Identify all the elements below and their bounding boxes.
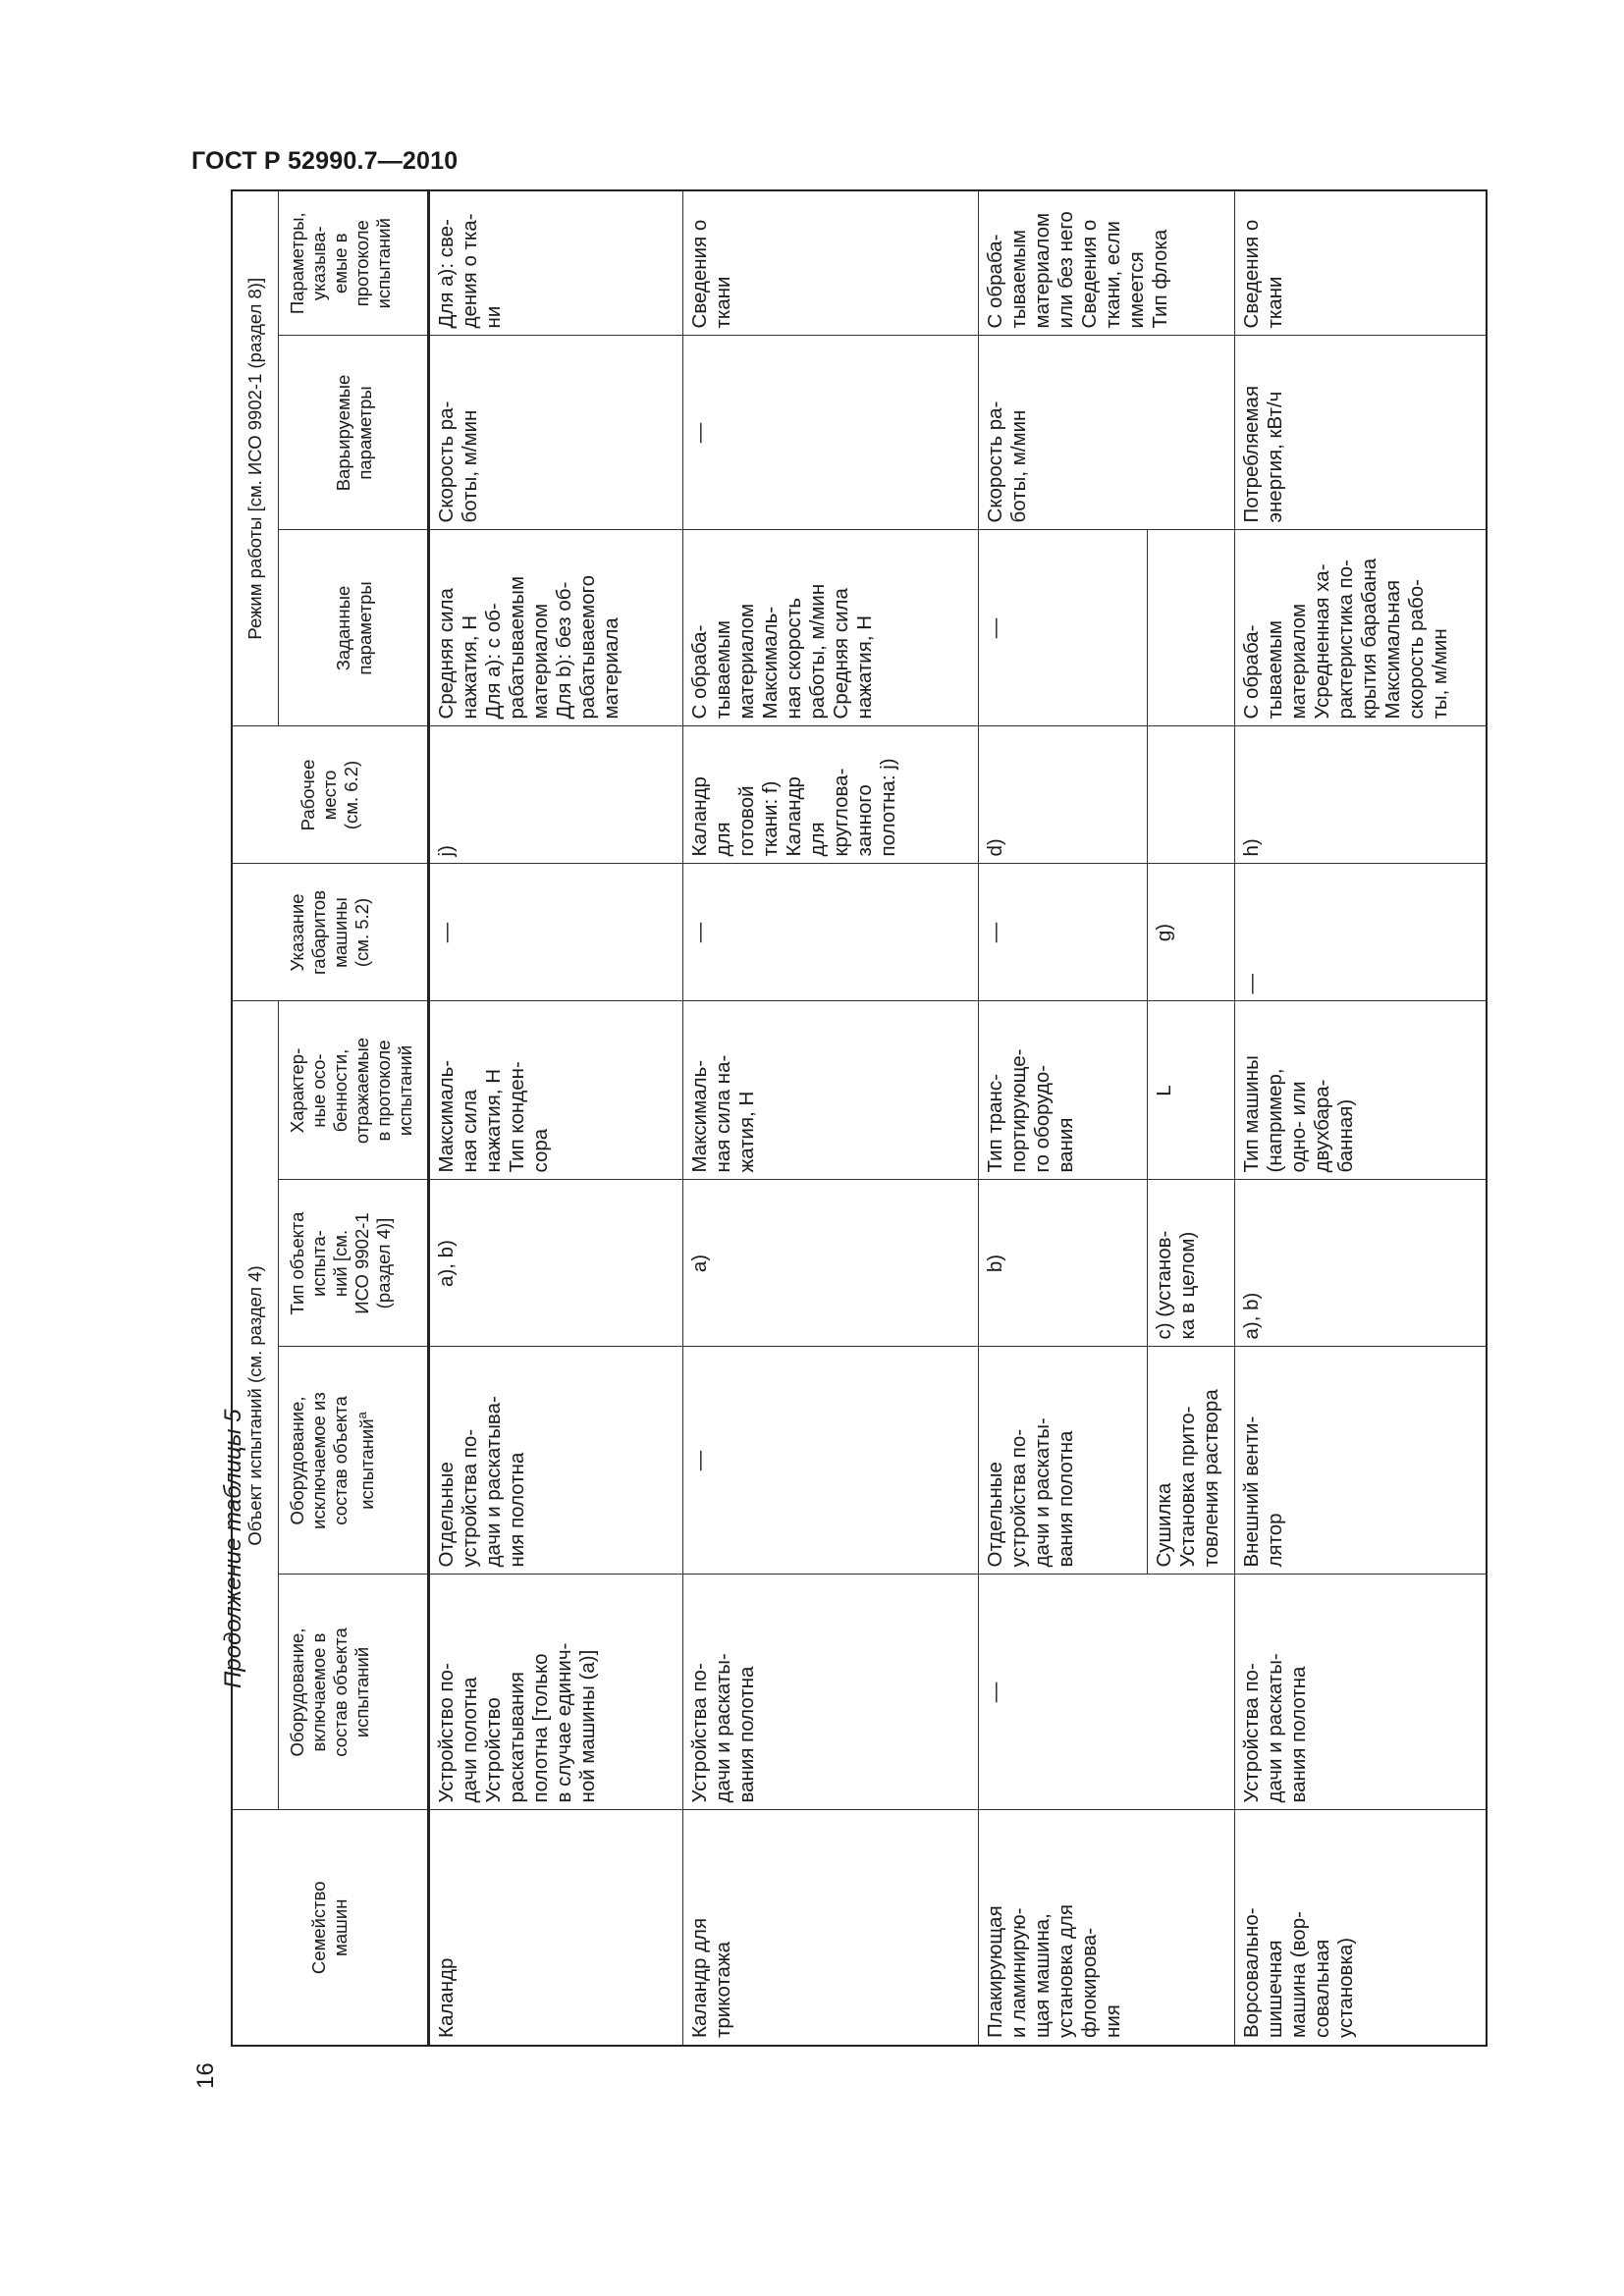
cell-line: материалом — [1287, 603, 1311, 720]
cell-workplace-empty — [1148, 726, 1235, 864]
cell-line: Каландр для — [687, 1917, 711, 2038]
cell-line: Устройства по- — [1240, 1663, 1264, 1803]
cell-line: Сушилка — [1153, 1482, 1176, 1568]
cell-line: или без него — [1055, 211, 1078, 329]
cell-line: раскатывания — [506, 1672, 529, 1803]
cell-line: С обраба- — [1240, 624, 1264, 720]
cell-line: вания полотна — [1055, 1430, 1078, 1568]
cell-line: ная сила — [459, 1089, 482, 1173]
header-report-params — [279, 190, 429, 336]
cell-line: протоколе — [352, 220, 373, 307]
cell-line: для — [711, 822, 734, 857]
table-container — [231, 211, 1488, 2047]
cell-line: С обраба- — [687, 624, 711, 720]
cell-line: Оборудование, — [287, 1396, 308, 1525]
cell-line: — — [687, 422, 711, 444]
cell-dimensions — [979, 864, 1148, 1001]
cell-line: материалом — [1031, 212, 1055, 329]
cell-line: готовой — [734, 785, 758, 857]
cell-line: c) (установ- — [1153, 1230, 1176, 1340]
cell-line: сора — [529, 1128, 553, 1173]
cell-line: флокирова- — [1078, 1927, 1102, 2038]
cell-line: нажатия, Н — [459, 614, 482, 720]
table-caption: Продолжение таблицы 5 — [220, 1409, 246, 1688]
cell-line: a), b) — [435, 1240, 459, 1287]
cell-line: испытаний — [395, 1044, 416, 1137]
cell-line: нажатия, Н — [482, 1068, 506, 1173]
cell-line: Отдельные — [984, 1462, 1007, 1568]
cell-line: Скорость ра- — [984, 400, 1007, 523]
cell-report-params — [429, 190, 682, 336]
cell-line: вания полотна — [734, 1666, 758, 1803]
cell-line: устройства по- — [1007, 1428, 1031, 1568]
cell-line: Внешний венти- — [1240, 1415, 1264, 1568]
cell-set-params — [429, 530, 682, 726]
page-number: 16 — [192, 2062, 219, 2089]
cell-line: Усредненная ха- — [1311, 563, 1334, 720]
header-set-params — [279, 530, 429, 726]
cell-line: Для a): с об- — [482, 603, 506, 720]
cell-object-type — [1148, 1180, 1235, 1347]
cell-line: Максималь- — [758, 606, 782, 720]
cell-line: емые в — [330, 233, 352, 294]
table-row — [979, 190, 1148, 2046]
footnote-marker: a — [354, 1412, 370, 1419]
cell-features — [979, 1001, 1148, 1180]
cell-line: испытаний$^a$ — [354, 1412, 378, 1510]
cell-line: — — [1240, 973, 1264, 994]
cell-line: Сведения о — [1240, 219, 1264, 329]
cell-included — [429, 1575, 682, 1810]
cell-line: Заданные — [333, 585, 354, 671]
cell-family — [429, 1810, 682, 2046]
cell-set-params-empty — [1148, 530, 1235, 726]
cell-line: ная скорость — [782, 597, 805, 720]
cell-line: боты, м/мин — [459, 409, 482, 523]
cell-excluded — [979, 1347, 1148, 1575]
cell-line: Тип транс- — [984, 1074, 1007, 1173]
cell-line: шишечная — [1264, 1940, 1287, 2038]
cell-line: ния — [1102, 2004, 1125, 2038]
cell-line: для — [805, 822, 829, 857]
cell-var-params — [1235, 336, 1487, 530]
cell-workplace — [1235, 726, 1487, 864]
cell-line: Потребляемая — [1240, 385, 1264, 523]
cell-line: дачи и раскаты- — [1264, 1653, 1287, 1803]
header-group-object: Объект испытаний (см. раздел 4) — [232, 1001, 279, 1810]
cell-line: бенности, — [330, 1048, 352, 1133]
cell-line: трикотажа — [711, 1941, 734, 2038]
cell-line: h) — [1240, 838, 1264, 857]
header-excluded — [279, 1347, 429, 1575]
cell-excluded — [1235, 1347, 1487, 1575]
cell-line: устройства по- — [459, 1428, 482, 1568]
cell-line: ткани — [711, 276, 734, 329]
cell-line: энергия, кВт/ч — [1264, 391, 1287, 523]
cell-line: рактеристика по- — [1334, 560, 1358, 720]
cell-line: (например, — [1264, 1068, 1287, 1173]
cell-line: габаритов — [308, 889, 330, 976]
cell-line: материала — [600, 617, 623, 720]
header-workplace — [232, 726, 429, 864]
table-row — [1235, 190, 1487, 2046]
cell-line: дачи и раскаты- — [711, 1653, 734, 1803]
cell-line: круглова- — [829, 768, 852, 857]
cell-line: товления раствора — [1200, 1389, 1223, 1568]
cell-line: d) — [984, 838, 1007, 857]
cell-line: вания — [1055, 1117, 1078, 1173]
cell-line: Сведения о — [687, 219, 711, 329]
cell-line: Сведения о — [1078, 219, 1102, 329]
cell-set-params — [979, 530, 1148, 726]
cell-var-params — [979, 336, 1235, 530]
cell-var-params — [429, 336, 682, 530]
header-object-type — [279, 1180, 429, 1347]
cell-line: боты, м/мин — [1007, 409, 1031, 523]
cell-set-params — [1235, 530, 1487, 726]
document-header: ГОСТ Р 52990.7—2010 — [191, 147, 459, 175]
cell-line: машин — [330, 1898, 352, 1956]
cell-line: и ламинирую- — [1007, 1907, 1031, 2038]
cell-line: Плакирующая — [984, 1905, 1007, 2038]
cell-line: Указание — [287, 893, 308, 972]
cell-line: Характер- — [287, 1047, 308, 1134]
cell-object-type — [1235, 1180, 1487, 1347]
cell-excluded — [682, 1347, 979, 1575]
cell-family — [979, 1810, 1235, 2046]
cell-line: ткани: f) — [758, 780, 782, 857]
cell-line: машины — [330, 897, 352, 968]
table-row — [682, 190, 979, 2046]
cell-line: скорость рабо- — [1405, 579, 1429, 720]
cell-line: — — [984, 922, 1007, 943]
cell-features — [1235, 1001, 1487, 1180]
cell-family — [1235, 1810, 1487, 2046]
cell-line: Средняя сила — [435, 588, 459, 720]
table-row — [429, 190, 682, 2046]
cell-line: машина (вор- — [1287, 1911, 1311, 2038]
cell-line: включаемое в — [308, 1632, 330, 1752]
cell-line: ка в целом) — [1176, 1231, 1200, 1340]
cell-line: Установка прито- — [1176, 1406, 1200, 1568]
cell-line: Варьируемые — [333, 374, 354, 492]
cell-line: Тип конден- — [506, 1061, 529, 1173]
cell-dimensions — [682, 864, 979, 1001]
cell-workplace — [979, 726, 1148, 864]
cell-dimensions — [1148, 864, 1235, 1001]
cell-line: в протоколе — [373, 1040, 395, 1142]
cell-line: установка) — [1334, 1937, 1358, 2038]
cell-dimensions — [1235, 864, 1487, 1001]
cell-line: тываемым — [1007, 229, 1031, 329]
cell-line: совальная — [1311, 1939, 1334, 2038]
cell-line: — — [435, 922, 459, 943]
cell-line: ты, м/мин — [1429, 628, 1452, 720]
cell-line: Скорость ра- — [435, 400, 459, 523]
cell-line: материалом — [734, 603, 758, 720]
cell-report-params — [979, 190, 1235, 336]
cell-line: в случае единич- — [553, 1642, 576, 1803]
cell-line: ткани, если — [1102, 221, 1125, 329]
cell-line: — — [687, 1450, 711, 1471]
cell-line: ИСО 9902-1 — [352, 1212, 373, 1314]
cell-line: отражаемые — [352, 1037, 373, 1145]
cell-line: j) — [435, 845, 459, 857]
cell-line: двухбара- — [1311, 1079, 1334, 1173]
cell-object-type — [979, 1180, 1148, 1347]
cell-line: Каландр — [782, 776, 805, 857]
cell-line: установка для — [1055, 1904, 1078, 2038]
cell-line: — — [984, 1682, 1007, 1703]
cell-line: испыта- — [308, 1230, 330, 1297]
cell-line: — — [687, 922, 711, 943]
header-features — [279, 1001, 429, 1180]
cell-features — [429, 1001, 682, 1180]
cell-features — [1148, 1001, 1235, 1180]
cell-line: ной машины (a)] — [576, 1649, 600, 1803]
cell-line: Устройство по- — [435, 1663, 459, 1803]
cell-line: место — [319, 770, 341, 821]
cell-object-type — [429, 1180, 682, 1347]
cell-line: испытаний — [373, 218, 395, 309]
cell-line: банная) — [1334, 1098, 1358, 1173]
cell-line: имеется — [1125, 251, 1149, 329]
header-family — [232, 1810, 429, 2046]
cell-line: Средняя сила — [829, 588, 852, 720]
cell-line: тываемым — [1264, 619, 1287, 720]
cell-set-params — [682, 530, 979, 726]
header-included — [279, 1575, 429, 1810]
cell-line: испытаний — [352, 1646, 373, 1738]
cell-line: Параметры, — [287, 212, 308, 315]
cell-line: ная сила на- — [711, 1054, 734, 1173]
cell-workplace — [429, 726, 682, 864]
cell-line: полотна: j) — [876, 758, 899, 857]
cell-line: Устройство — [482, 1697, 506, 1803]
cell-line: С обраба- — [984, 234, 1007, 329]
cell-line: Устройства по- — [687, 1663, 711, 1803]
header-var-params — [279, 336, 429, 530]
cell-line: Рабочее — [298, 759, 319, 831]
cell-line: L — [1153, 1085, 1176, 1096]
cell-line: портирующе- — [1007, 1048, 1031, 1173]
cell-line: Семейство — [308, 1881, 330, 1975]
cell-line: a) — [687, 1254, 711, 1273]
cell-excluded — [429, 1347, 682, 1575]
header-group-mode: Режим работы [см. ИСО 9902-1 (раздел 8)] — [232, 190, 279, 726]
cell-line: Каландр — [435, 1957, 459, 2038]
cell-line: ния полотна — [506, 1452, 529, 1568]
cell-dimensions — [429, 864, 682, 1001]
cell-line: занного — [852, 784, 876, 857]
cell-line: рабатываемым — [506, 575, 529, 720]
cell-line: вания полотна — [1287, 1666, 1311, 1803]
cell-line: Тип флока — [1149, 229, 1172, 329]
cell-features — [682, 1001, 979, 1180]
cell-line: Тип объекта — [287, 1211, 308, 1315]
cell-line: нажатия, Н — [852, 614, 876, 720]
cell-line: (см. 5.2) — [352, 897, 373, 968]
cell-line: ные осо- — [308, 1053, 330, 1128]
cell-line: ткани — [1264, 276, 1287, 329]
cell-line: ни — [482, 305, 506, 329]
cell-line: (см. 6.2) — [341, 760, 362, 830]
cell-line: состав объекта — [330, 1396, 352, 1525]
cell-line: Тип машины — [1240, 1055, 1264, 1173]
cell-line: Каландр — [687, 776, 711, 857]
cell-line: Ворсовально- — [1240, 1907, 1264, 2038]
cell-line: одно- или — [1287, 1081, 1311, 1173]
cell-included — [682, 1575, 979, 1810]
cell-line: жатия, Н — [734, 1091, 758, 1173]
cell-report-params — [1235, 190, 1487, 336]
cell-line: дачи и раскатыва- — [482, 1396, 506, 1568]
cell-line: Максимальная — [1381, 579, 1405, 720]
cell-line: тываемым — [711, 619, 734, 720]
cell-family — [682, 1810, 979, 2046]
cell-line: Оборудование, — [287, 1628, 308, 1757]
cell-line: Максималь- — [687, 1059, 711, 1173]
spec-table — [231, 189, 1488, 2047]
cell-line: ний [см. — [330, 1229, 352, 1298]
cell-line: параметры — [354, 386, 376, 480]
cell-line: щая машина, — [1031, 1913, 1055, 2038]
cell-line: состав объекта — [330, 1628, 352, 1757]
cell-line: дения о тка- — [459, 213, 482, 329]
cell-line: g) — [1153, 923, 1176, 942]
cell-line: работы, м/мин — [805, 583, 829, 720]
cell-workplace — [682, 726, 979, 864]
cell-line: Максималь- — [435, 1059, 459, 1173]
cell-object-type — [682, 1180, 979, 1347]
cell-line: Отдельные — [435, 1462, 459, 1568]
cell-line: Для a): све- — [435, 219, 459, 329]
cell-line: указыва- — [308, 226, 330, 301]
cell-line: исключаемое из — [308, 1392, 330, 1529]
header-dimensions — [232, 864, 429, 1001]
cell-line: го оборудо- — [1031, 1064, 1055, 1173]
cell-line: — — [984, 617, 1007, 639]
cell-included — [1235, 1575, 1487, 1810]
cell-var-params — [682, 336, 979, 530]
cell-excluded — [1148, 1347, 1235, 1575]
cell-line: лятор — [1264, 1513, 1287, 1568]
cell-line: b) — [984, 1254, 1007, 1273]
cell-line: материалом — [529, 603, 553, 720]
cell-line: рабатываемого — [576, 574, 600, 720]
cell-line: крытия барабана — [1358, 558, 1381, 720]
cell-report-params — [682, 190, 979, 336]
cell-included — [979, 1575, 1235, 1810]
cell-line: (раздел 4)] — [373, 1217, 395, 1309]
cell-line: дачи полотна — [459, 1677, 482, 1803]
cell-line: полотна [только — [529, 1653, 553, 1803]
cell-line: параметры — [354, 581, 376, 675]
cell-line: a), b) — [1240, 1292, 1264, 1340]
cell-line: дачи и раскаты- — [1031, 1417, 1055, 1568]
cell-line: Для b): без об- — [553, 581, 576, 720]
